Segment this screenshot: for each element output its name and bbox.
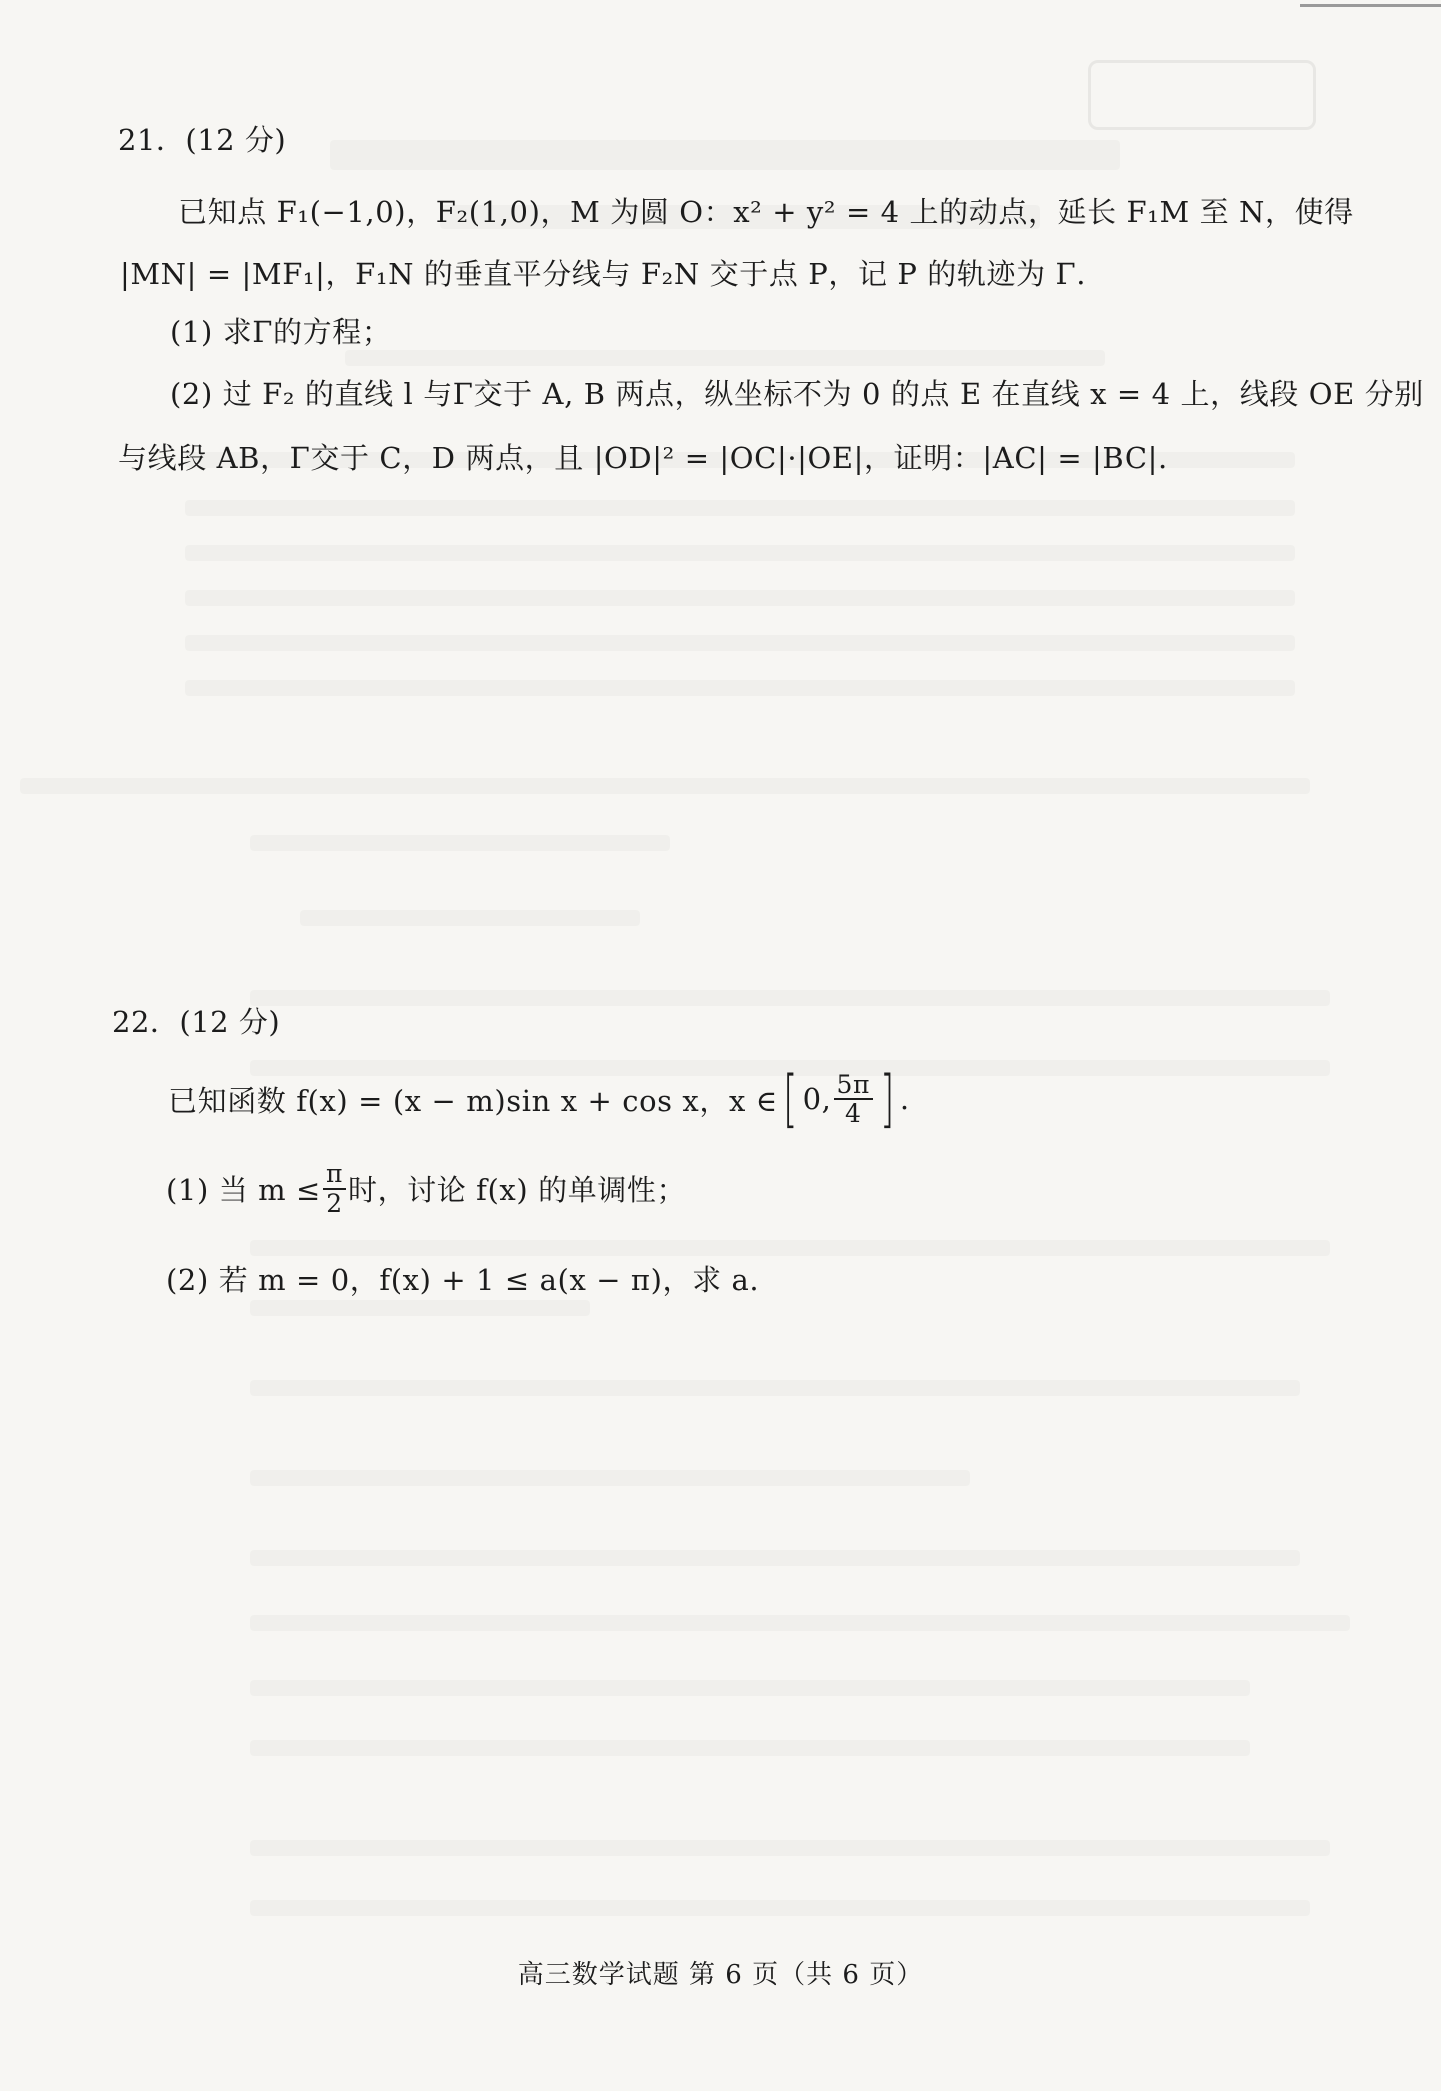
question-22-number: 22．(12 分) [112,1005,281,1039]
question-22-line-1 [168,1062,910,1135]
right-bracket: ] [880,1062,895,1135]
interval-end-fraction [834,1071,874,1128]
interval-start: 0, [802,1082,832,1116]
fraction-denominator: 4 [845,1099,862,1128]
page-footer: 高三数学试题 第 6 页（共 6 页） [517,1960,924,1990]
part-1-fraction [323,1160,346,1217]
question-21-part-2-line-2: 与线段 AB，Γ交于 C，D 两点，且 |OD|² = |OC|·|OE|，证明：|AC| = |BC|. [118,441,1168,475]
fraction-denominator: 2 [326,1188,343,1218]
question-22-part-2: (2) 若 m = 0，f(x) + 1 ≤ a(x − π)，求 a. [166,1263,760,1297]
question-21-line-2: |MN| = |MF₁|，F₁N 的垂直平分线与 F₂N 交于点 P，记 P 的轨迹为 Γ. [120,257,1087,291]
left-bracket: [ [782,1062,798,1135]
fraction-numerator: π [323,1160,346,1190]
part-1-prefix: (1) 当 m ≤ [166,1173,321,1207]
fraction-numerator: 5π [834,1071,874,1101]
scan-mark [1300,4,1441,7]
question-21-part-1: (1) 求Γ的方程； [170,315,392,349]
question-22-part-1 [166,1160,686,1217]
part-1-suffix: 时，讨论 f(x) 的单调性； [347,1173,687,1207]
line-period: . [899,1082,910,1116]
bleed-through-stamp [1088,60,1316,130]
question-21-part-2-line-1: (2) 过 F₂ 的直线 l 与Γ交于 A, B 两点，纵坐标不为 0 的点 E 在直线 x = 4 上，线段 OE 分别 [170,377,1424,411]
question-22-function-text: 已知函数 f(x) = (x − m)sin x + cos x，x ∈ [168,1083,778,1118]
question-21-line-1: 已知点 F₁(−1,0)，F₂(1,0)，M 为圆 O：x² + y² = 4 上的动点，延长 F₁M 至 N，使得 [178,195,1354,229]
question-21-number: 21．(12 分) [118,123,287,157]
